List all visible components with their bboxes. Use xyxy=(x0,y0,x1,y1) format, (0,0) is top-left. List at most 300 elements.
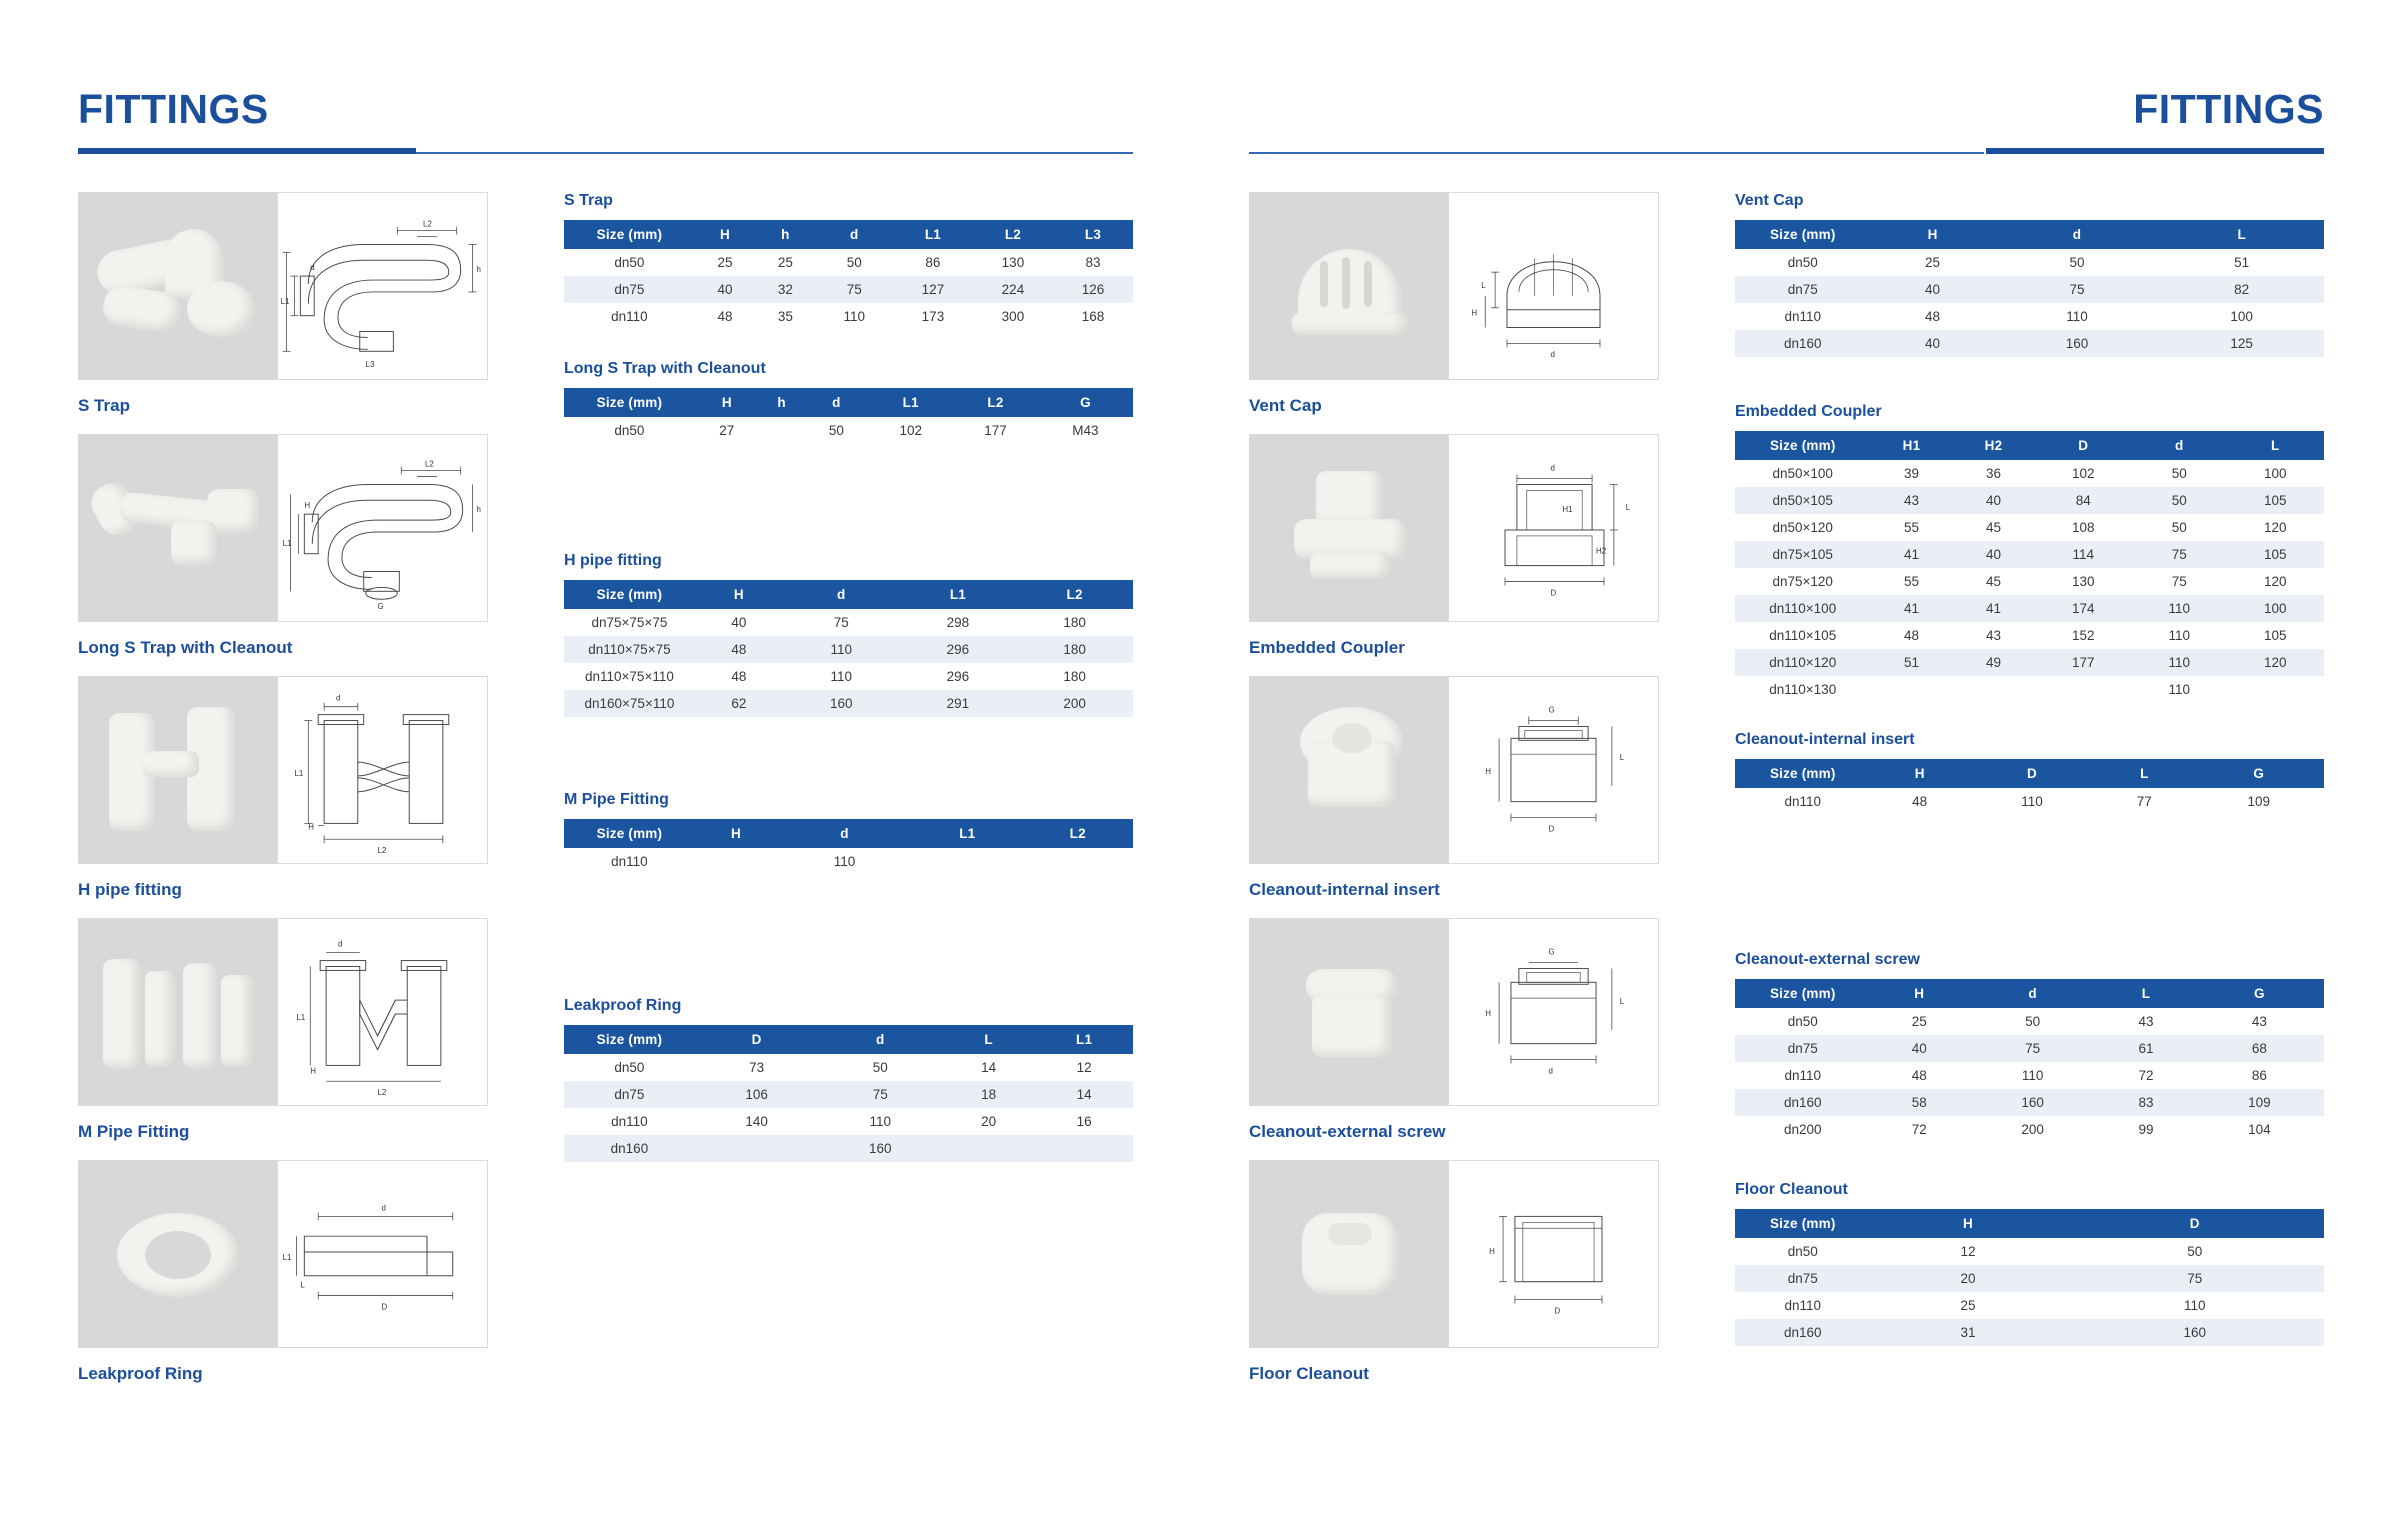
m-pipe-photo xyxy=(79,919,277,1105)
product-h-pipe xyxy=(78,676,540,900)
cell: 41 xyxy=(1903,547,1919,562)
cell: 105 xyxy=(2263,628,2287,643)
table-header-row xyxy=(1735,979,2324,1008)
cell: 75 xyxy=(2171,574,2187,589)
cell-size: dn200 xyxy=(1783,1122,1822,1137)
svg-text:G: G xyxy=(1548,947,1555,957)
th-size: Size (mm) xyxy=(564,220,695,249)
cell: 50 xyxy=(2069,255,2085,270)
cell: 110 xyxy=(2021,794,2043,809)
product-caption: Vent Cap xyxy=(1249,396,1322,415)
table-row xyxy=(564,848,1133,875)
cell: 58 xyxy=(1911,1095,1927,1110)
product-caption: M Pipe Fitting xyxy=(78,1122,190,1141)
th-h: H xyxy=(695,819,777,848)
cell: 160 xyxy=(868,1141,892,1156)
left-product-column xyxy=(78,192,540,1402)
cell: 72 xyxy=(2138,1068,2154,1083)
table-row xyxy=(1735,1292,2324,1319)
svg-text:L: L xyxy=(300,1280,305,1290)
product-frames xyxy=(1249,918,1659,1106)
cell: 61 xyxy=(2138,1041,2154,1056)
cell: 298 xyxy=(946,615,970,630)
cell: 83 xyxy=(1085,255,1101,270)
cell: 49 xyxy=(1985,655,2001,670)
cell: 180 xyxy=(1063,642,1086,657)
cell: 48 xyxy=(731,669,747,684)
product-s-trap xyxy=(78,192,540,416)
cell: 45 xyxy=(1985,520,2001,535)
spec-table-s-trap xyxy=(564,220,1133,330)
svg-text:L3: L3 xyxy=(365,360,375,370)
table-header-row xyxy=(1735,220,2324,249)
cell: 12 xyxy=(1960,1244,1976,1259)
page-title: FITTINGS xyxy=(2133,86,2324,132)
product-embedded-coupler xyxy=(1249,434,1711,658)
table-block-s-trap xyxy=(564,192,1133,330)
table-row xyxy=(1735,676,2324,703)
product-frames xyxy=(78,192,488,380)
product-caption: Cleanout-external screw xyxy=(1249,1122,1446,1141)
cell: 51 xyxy=(2234,255,2250,270)
cell-size: dn110×105 xyxy=(1769,628,1837,643)
cell: 296 xyxy=(946,669,970,684)
cell: 36 xyxy=(1985,466,2001,481)
svg-text:D: D xyxy=(381,1302,388,1312)
embedded-coupler-drawing xyxy=(1448,435,1658,621)
cell: 40 xyxy=(1985,493,2001,508)
th-l: L xyxy=(942,1025,1035,1054)
table-title: Vent Cap xyxy=(1735,192,1804,209)
cell: 50 xyxy=(2025,1014,2041,1029)
page-title: FITTINGS xyxy=(78,86,269,132)
svg-text:H: H xyxy=(304,501,311,511)
cell: 110 xyxy=(869,1114,891,1129)
cell: 110 xyxy=(2168,682,2190,697)
cell: 75 xyxy=(2069,282,2085,297)
cell-size: dn50 xyxy=(614,423,645,438)
cell: 110 xyxy=(843,309,865,324)
cell xyxy=(2035,676,2133,703)
cell: 40 xyxy=(1911,1041,1927,1056)
th-h: H xyxy=(1870,220,1994,249)
cell-size: dn75 xyxy=(614,1087,645,1102)
cell xyxy=(912,848,1022,875)
svg-text:d: d xyxy=(1550,463,1555,473)
left-page-header xyxy=(58,62,1133,154)
cell: 40 xyxy=(1925,336,1941,351)
svg-text:G: G xyxy=(377,602,384,612)
svg-text:h: h xyxy=(476,265,481,275)
cell: 51 xyxy=(1903,655,1919,670)
table-header-row xyxy=(1735,759,2324,788)
table-row xyxy=(1735,541,2324,568)
th-size: Size (mm) xyxy=(564,580,695,609)
th-g: G xyxy=(2195,979,2324,1008)
cell: 25 xyxy=(717,255,733,270)
table-title: Cleanout-external screw xyxy=(1735,951,1920,968)
cell: 48 xyxy=(717,309,733,324)
table-row xyxy=(1735,487,2324,514)
table-title: M Pipe Fitting xyxy=(564,791,669,808)
table-row xyxy=(1735,788,2324,815)
cell: 102 xyxy=(899,423,922,438)
cell-size: dn110×75×110 xyxy=(585,669,674,684)
table-row xyxy=(1735,1116,2324,1143)
header-rule-thin xyxy=(1249,152,1984,154)
table-row xyxy=(564,1054,1133,1081)
th-d-cap: D xyxy=(1969,759,2095,788)
product-long-s-trap xyxy=(78,434,540,658)
cell: 14 xyxy=(1076,1087,1092,1102)
cell: 75 xyxy=(2025,1041,2041,1056)
cell: 16 xyxy=(1076,1114,1092,1129)
right-page-header xyxy=(1249,62,2324,154)
cell: 50 xyxy=(828,423,844,438)
vent-cap-photo xyxy=(1250,193,1448,379)
cell-size: dn110 xyxy=(1784,1298,1821,1313)
product-caption: Floor Cleanout xyxy=(1249,1364,1369,1383)
cell-size: dn75 xyxy=(1787,282,1818,297)
cell: 72 xyxy=(1911,1122,1927,1137)
table-row xyxy=(1735,1008,2324,1035)
cell: 75 xyxy=(2187,1271,2203,1286)
cell: 110 xyxy=(2168,601,2190,616)
table-row xyxy=(564,1135,1133,1162)
svg-text:G: G xyxy=(1548,705,1555,715)
cell: 43 xyxy=(2138,1014,2154,1029)
th-l: L xyxy=(2095,759,2193,788)
cell: 127 xyxy=(921,282,945,297)
cell xyxy=(695,848,777,875)
left-table-column xyxy=(540,192,1133,1402)
cell: 43 xyxy=(2251,1014,2267,1029)
svg-text:L1: L1 xyxy=(282,538,292,548)
cell: 291 xyxy=(946,696,970,711)
cell: 25 xyxy=(1925,255,1941,270)
cell-size: dn110 xyxy=(1784,309,1821,324)
svg-text:H1: H1 xyxy=(1562,505,1573,515)
product-caption: Embedded Coupler xyxy=(1249,638,1405,657)
table-row xyxy=(564,636,1133,663)
th-l: L xyxy=(2226,431,2324,460)
cell: 75 xyxy=(846,282,862,297)
product-cleanout-external xyxy=(1249,918,1711,1142)
cell xyxy=(2226,676,2324,703)
table-title: Leakproof Ring xyxy=(564,997,682,1014)
cell: 48 xyxy=(731,642,747,657)
svg-text:d: d xyxy=(1550,350,1555,360)
svg-text:D: D xyxy=(1548,824,1555,834)
cell-size: dn160 xyxy=(1783,1325,1822,1340)
cell: M43 xyxy=(1072,423,1099,438)
cell: 126 xyxy=(1081,282,1105,297)
th-l3: L3 xyxy=(1053,220,1133,249)
table-block-leakproof-ring xyxy=(564,997,1133,1162)
cell-size: dn75×120 xyxy=(1772,574,1833,589)
th-d: d xyxy=(2132,431,2226,460)
cell-size: dn75×75×75 xyxy=(591,615,668,630)
table-block-m-pipe xyxy=(564,791,1133,875)
table-block-floor-cleanout xyxy=(1735,1181,2324,1346)
cell: 110 xyxy=(833,854,856,869)
th-d: d xyxy=(818,1025,942,1054)
svg-text:L: L xyxy=(1625,503,1631,513)
product-caption: H pipe fitting xyxy=(78,880,182,899)
cell: 50 xyxy=(846,255,862,270)
th-l2: L2 xyxy=(1023,819,1134,848)
cell: 100 xyxy=(2263,466,2287,481)
cell: 168 xyxy=(1081,309,1105,324)
cell: 41 xyxy=(1903,601,1919,616)
svg-text:H: H xyxy=(308,822,315,832)
th-size: Size (mm) xyxy=(1735,431,1870,460)
table-row xyxy=(564,690,1133,717)
product-frames xyxy=(1249,192,1659,380)
product-frames xyxy=(1249,1160,1659,1348)
cleanout-external-photo xyxy=(1250,919,1448,1105)
cell: 50 xyxy=(872,1060,888,1075)
spec-table-cleanout-external xyxy=(1735,979,2324,1143)
svg-text:L2: L2 xyxy=(425,459,434,469)
cell-size: dn110 xyxy=(611,1114,648,1129)
cell: 40 xyxy=(731,615,747,630)
cell-size: dn160 xyxy=(1783,1095,1822,1110)
cell: 200 xyxy=(2021,1122,2044,1137)
cell: 75 xyxy=(872,1087,888,1102)
th-l2: L2 xyxy=(1016,580,1133,609)
th-d-cap: D xyxy=(695,1025,819,1054)
cell-size: dn50×105 xyxy=(1772,493,1833,508)
table-title: Floor Cleanout xyxy=(1735,1181,1848,1198)
th-l2: L2 xyxy=(953,388,1038,417)
svg-text:H: H xyxy=(1485,1008,1491,1018)
cell: 73 xyxy=(749,1060,765,1075)
th-size: Size (mm) xyxy=(564,388,695,417)
th-h: H xyxy=(695,580,783,609)
table-block-cleanout-internal xyxy=(1735,731,2324,815)
left-page-body xyxy=(58,192,1133,1402)
cell-size: dn75 xyxy=(1787,1271,1818,1286)
cell: 108 xyxy=(2072,520,2095,535)
table-row xyxy=(1735,514,2324,541)
cell: 177 xyxy=(2072,655,2095,670)
th-l1: L1 xyxy=(1035,1025,1133,1054)
table-block-h-pipe xyxy=(564,552,1133,717)
cell xyxy=(942,1135,1035,1162)
cell: 110 xyxy=(2021,1068,2044,1083)
cell: 125 xyxy=(2230,336,2253,351)
product-vent-cap xyxy=(1249,192,1711,416)
table-row xyxy=(1735,649,2324,676)
th-d: d xyxy=(777,819,912,848)
cell: 180 xyxy=(1063,669,1086,684)
th-d-cap: D xyxy=(2035,431,2133,460)
th-h1: H1 xyxy=(1870,431,1952,460)
cell: 100 xyxy=(2263,601,2287,616)
cell-size: dn110 xyxy=(611,309,648,324)
cell xyxy=(1952,676,2034,703)
svg-text:L2: L2 xyxy=(423,219,432,229)
svg-text:d: d xyxy=(381,1203,386,1213)
cell: 12 xyxy=(1076,1060,1092,1075)
cell: 160 xyxy=(829,696,853,711)
cleanout-external-drawing xyxy=(1448,919,1658,1105)
table-title: Long S Trap with Cleanout xyxy=(564,360,766,377)
table-row xyxy=(1735,568,2324,595)
cell xyxy=(695,1135,819,1162)
long-s-trap-photo xyxy=(79,435,277,621)
spec-table-h-pipe xyxy=(564,580,1133,717)
cell: 114 xyxy=(2072,547,2095,562)
h-pipe-drawing xyxy=(277,677,487,863)
cell: 173 xyxy=(921,309,945,324)
cell xyxy=(1023,848,1134,875)
table-title: Cleanout-internal insert xyxy=(1735,731,1915,748)
cell: 174 xyxy=(2072,601,2095,616)
th-l: L xyxy=(2159,220,2324,249)
spec-table-embedded-coupler xyxy=(1735,431,2324,703)
th-l1: L1 xyxy=(900,580,1017,609)
cell: 86 xyxy=(2251,1068,2267,1083)
cell: 31 xyxy=(1960,1325,1976,1340)
cell xyxy=(1870,676,1952,703)
cell: 120 xyxy=(2263,520,2287,535)
cell: 50 xyxy=(2171,466,2187,481)
cell xyxy=(1035,1135,1133,1162)
vent-cap-drawing xyxy=(1448,193,1658,379)
cell: 110 xyxy=(2168,655,2190,670)
right-page-body xyxy=(1249,192,2324,1402)
cell-size: dn110×120 xyxy=(1769,655,1837,670)
table-row xyxy=(1735,595,2324,622)
table-header-row xyxy=(564,819,1133,848)
svg-text:L1: L1 xyxy=(282,1252,292,1262)
cell: 25 xyxy=(777,255,793,270)
th-g: G xyxy=(1038,388,1133,417)
cell: 180 xyxy=(1063,615,1086,630)
cell-size: dn50 xyxy=(614,255,645,270)
cell: 48 xyxy=(1912,794,1928,809)
cell: 110 xyxy=(830,669,852,684)
cleanout-internal-photo xyxy=(1250,677,1448,863)
header-rule-thick xyxy=(1986,148,2324,154)
cell: 109 xyxy=(2247,794,2271,809)
cell: 48 xyxy=(1911,1068,1927,1083)
cell-size: dn50 xyxy=(1787,1244,1818,1259)
table-block-embedded-coupler xyxy=(1735,403,2324,703)
cell: 50 xyxy=(2187,1244,2203,1259)
th-size: Size (mm) xyxy=(564,1025,695,1054)
cell: 104 xyxy=(2248,1122,2271,1137)
spec-table-floor-cleanout xyxy=(1735,1209,2324,1346)
cell: 130 xyxy=(1001,255,1025,270)
table-row xyxy=(1735,1089,2324,1116)
cell: 55 xyxy=(1903,574,1919,589)
svg-text:D: D xyxy=(1550,588,1557,598)
cell-size: dn110 xyxy=(1784,1068,1821,1083)
leakproof-ring-drawing xyxy=(277,1161,487,1347)
cell: 18 xyxy=(981,1087,997,1102)
svg-text:L1: L1 xyxy=(296,1012,306,1022)
cell: 160 xyxy=(2183,1325,2206,1340)
table-block-vent-cap xyxy=(1735,192,2324,357)
header-rule-thin xyxy=(416,152,1133,154)
svg-text:D: D xyxy=(1554,1306,1561,1316)
cell: 105 xyxy=(2263,493,2287,508)
th-d-cap: D xyxy=(2065,1209,2324,1238)
cell: 41 xyxy=(1985,601,2001,616)
product-floor-cleanout xyxy=(1249,1160,1711,1384)
table-header-row xyxy=(564,388,1133,417)
product-cleanout-internal xyxy=(1249,676,1711,900)
svg-text:H2: H2 xyxy=(1596,546,1607,556)
product-frames xyxy=(1249,676,1659,864)
cell: 40 xyxy=(1985,547,2001,562)
cell: 50 xyxy=(2171,520,2187,535)
cell-size: dn50×100 xyxy=(1772,466,1833,481)
cell: 40 xyxy=(717,282,733,297)
table-row xyxy=(1735,1035,2324,1062)
right-page xyxy=(1191,0,2382,1519)
cell: 177 xyxy=(984,423,1007,438)
table-row xyxy=(1735,276,2324,303)
leakproof-ring-photo xyxy=(79,1161,277,1347)
cleanout-internal-drawing xyxy=(1448,677,1658,863)
cell: 43 xyxy=(1903,493,1919,508)
cell-size: dn50 xyxy=(1787,255,1818,270)
cell: 152 xyxy=(2072,628,2095,643)
cell: 20 xyxy=(981,1114,997,1129)
m-pipe-drawing xyxy=(277,919,487,1105)
svg-text:h: h xyxy=(476,505,481,515)
floor-cleanout-drawing xyxy=(1448,1161,1658,1347)
cell-size: dn50 xyxy=(614,1060,645,1075)
cell: 109 xyxy=(2248,1095,2271,1110)
cell: 27 xyxy=(719,423,735,438)
table-title: Embedded Coupler xyxy=(1735,403,1882,420)
long-s-trap-drawing xyxy=(277,435,487,621)
cell: 160 xyxy=(2065,336,2089,351)
cell: 48 xyxy=(1925,309,1941,324)
cell: 140 xyxy=(745,1114,768,1129)
th-size: Size (mm) xyxy=(1735,220,1870,249)
th-h-small: h xyxy=(759,388,805,417)
th-d: d xyxy=(804,388,868,417)
s-trap-photo xyxy=(79,193,277,379)
product-frames xyxy=(78,434,488,622)
product-frames xyxy=(78,918,488,1106)
cell: 20 xyxy=(1960,1271,1976,1286)
cell: 35 xyxy=(777,309,793,324)
cell: 224 xyxy=(1001,282,1025,297)
table-row xyxy=(564,417,1133,444)
table-header-row xyxy=(1735,1209,2324,1238)
th-l1: L1 xyxy=(912,819,1022,848)
svg-text:L1: L1 xyxy=(280,296,290,306)
cell-size: dn75 xyxy=(614,282,645,297)
th-d: d xyxy=(783,580,900,609)
cell: 62 xyxy=(731,696,747,711)
th-h: H xyxy=(695,388,759,417)
table-row xyxy=(564,609,1133,636)
table-row xyxy=(1735,1265,2324,1292)
th-size: Size (mm) xyxy=(1735,979,1870,1008)
table-block-cleanout-external xyxy=(1735,951,2324,1143)
cell: 55 xyxy=(1903,520,1919,535)
cell-size: dn110×75×75 xyxy=(588,642,671,657)
table-title: S Trap xyxy=(564,192,613,209)
